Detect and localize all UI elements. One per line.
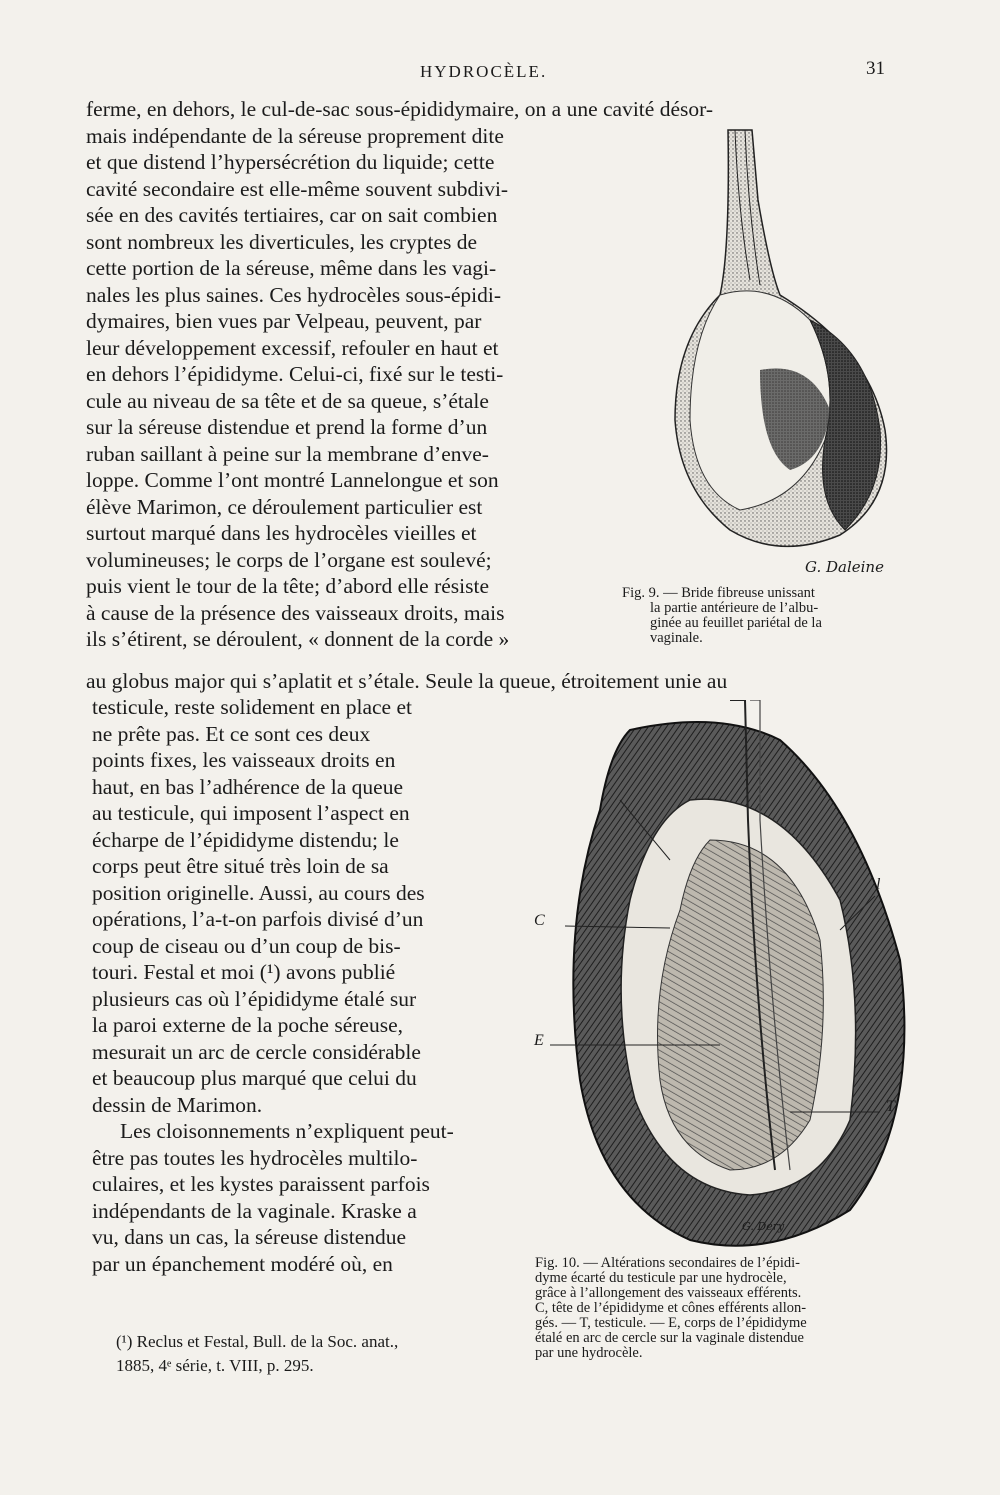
caption-line: gés. — T, testicule. — E, corps de l’épididyme (535, 1315, 807, 1331)
text-line: vu, dans un cas, la séreuse distendue (92, 1225, 407, 1249)
footnote (116, 1330, 516, 1378)
text-line: leur développement excessif, refouler en haut et (86, 335, 499, 360)
text-line: et que distend l’hypersécrétion du liquide; cette (86, 150, 495, 174)
figure-10-label-t: T (886, 1098, 895, 1115)
text-line: cavité secondaire est elle-même souvent subdivi- (86, 176, 509, 201)
page-number: 31 (866, 58, 885, 79)
text-line: volumineuses; le corps de l’organe est soulevé; (86, 547, 492, 572)
text-line: indépendants de la vaginale. Kraske a (92, 1198, 417, 1223)
footnote-line: (¹) Reclus et Festal, Bull. de la Soc. anat., (116, 1332, 399, 1351)
text-line: culaires, et les kystes paraissent parfois (92, 1172, 430, 1196)
caption-line: C, tête de l’épididyme et cônes efférents allon- (535, 1300, 807, 1316)
text-line: être pas toutes les hydrocèles multilo- (92, 1145, 418, 1170)
caption-line: la partie antérieure de l’albu- (650, 600, 819, 616)
text-line: mais indépendante de la séreuse proprement dite (86, 123, 504, 148)
text-line: par un épanchement modéré où, en (92, 1251, 393, 1276)
text-line: ruban saillant à peine sur la membrane d’enve- (86, 441, 489, 466)
text-line: dessin de Marimon. (92, 1092, 263, 1117)
text-line: haut, en bas l’adhérence de la queue (92, 774, 403, 799)
figure-10-label-l: l (876, 876, 881, 893)
text-line: sont nombreux les diverticules, les cryptes de (86, 229, 478, 254)
caption-line: dyme écarté du testicule par une hydrocèle, (535, 1270, 787, 1286)
text-block-upper (86, 123, 606, 653)
text-block-lower (92, 694, 502, 1277)
text-line: testicule, reste solidement en place et (92, 695, 412, 719)
text-line: sée en des cavités tertiaires, car on sait combien (86, 203, 498, 227)
caption-line: grâce à l’allongement des vaisseaux efférents. (535, 1285, 802, 1301)
figure-9-caption (622, 586, 894, 646)
text-line-wide: au globus major qui s’aplatit et s’étale. Seule la queue, étroitement unie au (86, 669, 728, 693)
figure-10-label-e: E (534, 1032, 544, 1049)
text-line: ferme, en dehors, le cul-de-sac sous-épididymaire, on a une cavité désor- (86, 97, 713, 121)
text-line: points fixes, les vaisseaux droits en (92, 748, 396, 772)
figure-10-label-c: C (534, 912, 545, 929)
text-line: la paroi externe de la poche séreuse, (92, 1013, 403, 1037)
caption-line: Fig. 10. — Altérations secondaires de l’épidi- (535, 1255, 800, 1271)
figure-10-signature: G. Dery (742, 1220, 785, 1233)
text-line: coup de ciseau ou d’un coup de bis- (92, 933, 401, 958)
caption-line: Fig. 9. — Bride fibreuse unissant (622, 585, 815, 601)
text-line: élève Marimon, ce déroulement particulier est (86, 494, 483, 519)
text-line: puis vient le tour de la tête; d’abord elle résiste (86, 574, 489, 598)
body-text-lower (92, 694, 502, 1277)
text-line: loppe. Comme l’ont montré Lannelongue et son (86, 468, 499, 492)
text-line: ne prête pas. Et ce sont ces deux (92, 721, 371, 746)
text-line: Les cloisonnements n’expliquent peut- (120, 1119, 454, 1143)
footnote-line: 1885, 4ᵉ série, t. VIII, p. 295. (116, 1356, 314, 1375)
text-line: surtout marqué dans les hydrocèles vieilles et (86, 521, 477, 545)
running-head (0, 58, 1000, 92)
text-line: touri. Festal et moi (¹) avons publié (92, 960, 396, 984)
text-line: ils s’étirent, se déroulent, « donnent de la corde » (86, 627, 510, 651)
text-line: à cause de la présence des vaisseaux droits, mais (86, 600, 505, 625)
text-line: nales les plus saines. Ces hydrocèles sous-épidi- (86, 282, 501, 307)
caption-line: ginée au feuillet pariétal de la (650, 615, 822, 631)
figure-10-drawing (520, 700, 920, 1260)
text-line: cule au niveau de sa tête et de sa queue, s’étale (86, 388, 489, 413)
text-line: et beaucoup plus marqué que celui du (92, 1066, 417, 1090)
text-line: mesurait un arc de cercle considérable (92, 1039, 421, 1064)
text-line: écharpe de l’épididyme distendu; le (92, 827, 399, 852)
text-line: corps peut être situé très loin de sa (92, 854, 389, 878)
text-line: sur la séreuse distendue et prend la forme d’un (86, 415, 488, 439)
text-line: en dehors l’épididyme. Celui-ci, fixé sur le testi- (86, 362, 504, 386)
text-line: au testicule, qui imposent l’aspect en (92, 801, 410, 825)
figure-10-caption (535, 1256, 905, 1361)
figure-10-illustration (520, 700, 920, 1260)
caption-line: étalé en arc de cercle sur la vaginale distendue (535, 1330, 804, 1346)
caption-line: vaginale. (650, 630, 703, 646)
caption-line: par une hydrocèle. (535, 1345, 643, 1361)
text-line: opérations, l’a-t-on parfois divisé d’un (92, 907, 424, 931)
figure-9-drawing (640, 120, 910, 590)
text-line: plusieurs cas où l’épididyme étalé sur (92, 986, 417, 1011)
figure-9-illustration (640, 120, 910, 590)
text-line: dymaires, bien vues par Velpeau, peuvent, par (86, 309, 482, 333)
figure-9-signature: G. Daleine (805, 558, 884, 576)
text-line: position originelle. Aussi, au cours des (92, 880, 425, 905)
chapter-title: HYDROCÈLE. (420, 62, 548, 81)
text-line: cette portion de la séreuse, même dans les vagi- (86, 256, 497, 280)
